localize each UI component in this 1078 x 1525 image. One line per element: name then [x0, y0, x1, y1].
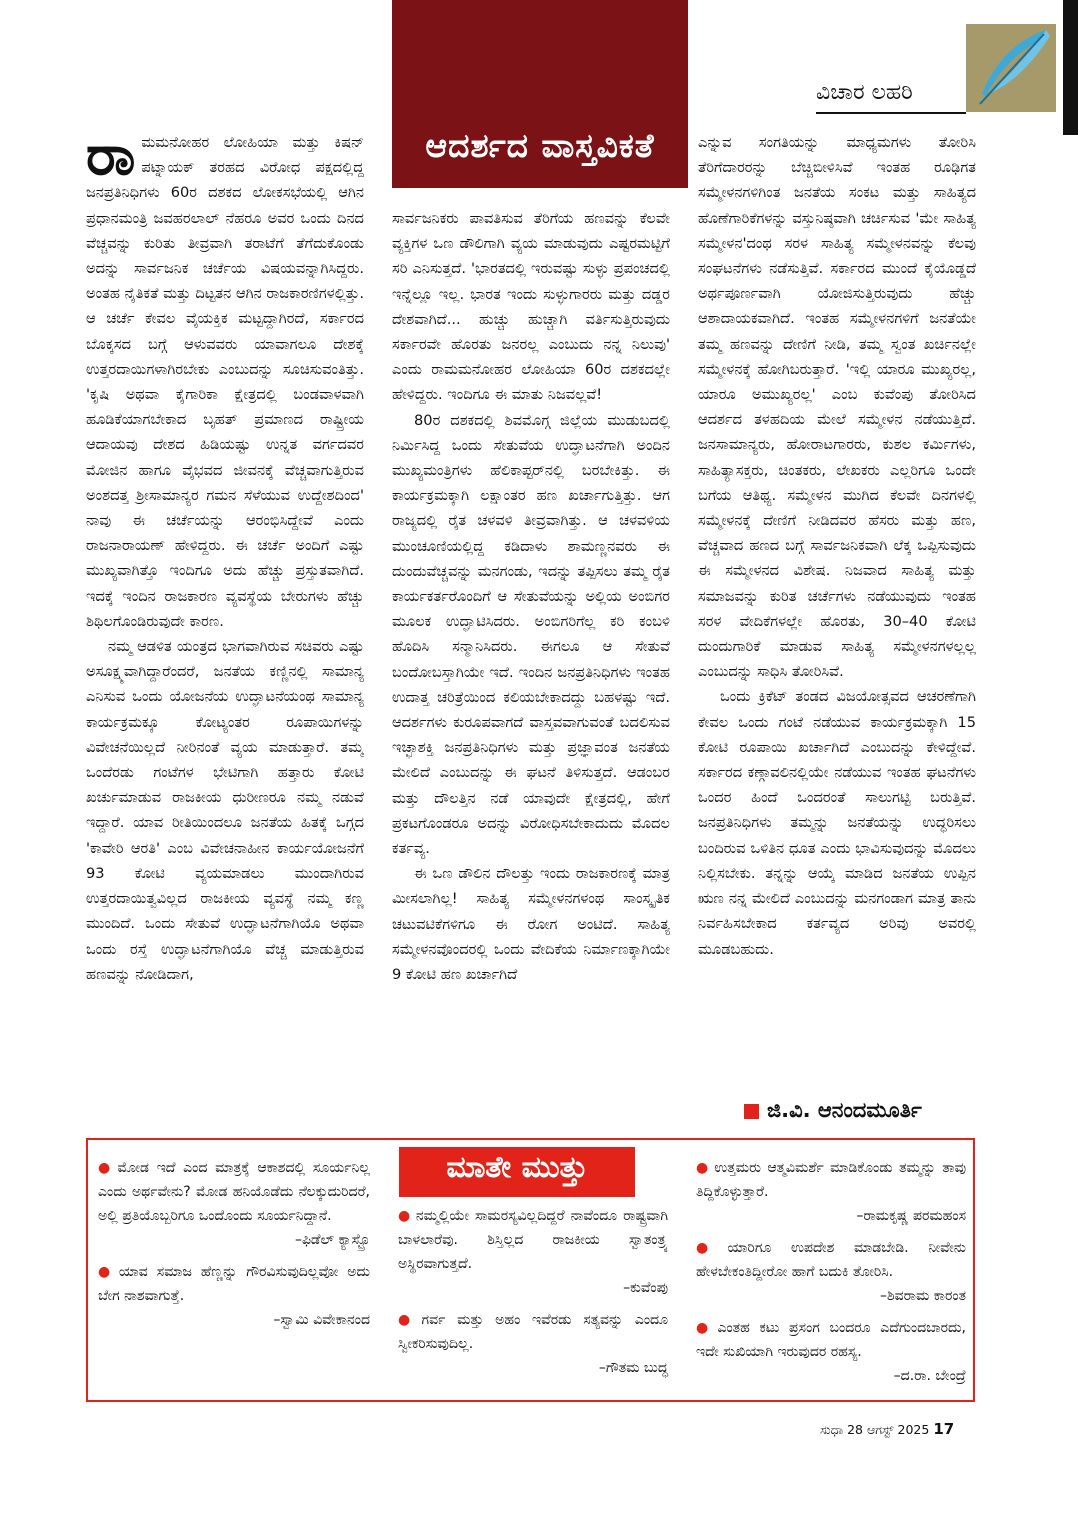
bullet-icon: ●: [696, 1320, 714, 1336]
quote-item: [696, 1316, 966, 1388]
paragraph: 80ರ ದಶಕದಲ್ಲಿ ಶಿವಮೊಗ್ಗ ಜಿಲ್ಲೆಯ ಮುಡುಬದಲ್ಲಿ ನಿರ್ಮಿಸಿದ್ದ ಒಂದು ಸೇತುವೆಯ ಉದ್ಘಾಟನೆಗಾಗಿ ಅಂದಿನ ಮುಖ್ಯಮಂತ್ರಿಗಳು ಹೆಲಿಕಾಪ್ಟರ್‌ನಲ್ಲಿ ಬರಬೇಕಿತ್ತು. ಈ ಕಾರ್ಯಕ್ರಮಕ್ಕಾಗಿ ಲಕ್ಷಾಂತರ ಹಣ ಖರ್ಚಾಗುತ್ತಿತ್ತು. ಆಗ ರಾಜ್ಯದಲ್ಲಿ ರೈತ ಚಳವಳಿ ತೀವ್ರವಾಗಿತ್ತು. ಆ ಚಳವಳಿಯ ಮುಂಚೂಣಿಯಲ್ಲಿದ್ದ ಕಡಿದಾಳು ಶಾಮಣ್ಣನವರು ಈ ದುಂದುವೆಚ್ಚವನ್ನು ಮನಗಂಡು, ಇದನ್ನು ತಪ್ಪಿಸಲು ತಮ್ಮ ರೈತ ಕಾರ್ಯಕರ್ತರೊಂದಿಗೆ ಆ ಸೇತುವೆಯನ್ನು ಅಲ್ಲಿಯ ಅಂಬಿಗರ ಮೂಲಕ ಉದ್ಘಾಟಿಸಿದರು. ಅಂಬಿಗರಿಗೆಲ್ಲ ಕರಿ ಕಂಬಳಿ ಹೊದಿಸಿ ಸನ್ಮಾನಿಸಿದರು. ಈಗಲೂ ಆ ಸೇತುವೆ ಬಂದೋಬಸ್ತಾಗಿಯೇ ಇದೆ. ಇಂದಿನ ಜನಪ್ರತಿನಿಧಿಗಳು ಇಂತಹ ಉದಾತ್ತ ಚರಿತ್ರೆಯಿಂದ ಕಲಿಯಬೇಕಾದದ್ದು ಬಹಳಷ್ಟು ಇದೆ. ಆದರ್ಶಗಳು ಕುರೂಪವಾಗದೆ ವಾಸ್ತವವಾಗುವಂತೆ ಬದಲಿಸುವ ಇಚ್ಛಾಶಕ್ತಿ ಜನಪ್ರತಿನಿಧಿಗಳು ಮತ್ತು ಪ್ರಜ್ಞಾವಂತ ಜನತೆಯ ಮೇಲಿದೆ ಎಂಬುದನ್ನು ಈ ಘಟನೆ ತಿಳಿಸುತ್ತದೆ. ಆಡಂಬರ ಮತ್ತು ದೌಲತ್ತಿನ ನಡೆ ಯಾವುದೇ ಕ್ಷೇತ್ರದಲ್ಲಿ, ಹೇಗೆ ಪ್ರಕಟಗೊಂಡರೂ ಅದನ್ನು ವಿರೋಧಿಸಬೇಕಾದುದು ಮೊದಲ ಕರ್ತವ್ಯ.: [392, 411, 670, 858]
bullet-icon: ●: [398, 1312, 418, 1328]
quote-source: –ಶಿವರಾಮ ಕಾರಂತ: [879, 1288, 966, 1304]
article-title: ಆದರ್ಶದ ವಾಸ್ತವಿಕತೆ: [425, 126, 655, 165]
quote-source: –ಗೌತಮ ಬುದ್ಧ: [598, 1360, 668, 1376]
quote-source: –ರಾಮಕೃಷ್ಣ ಪರಮಹಂಸ: [856, 1208, 966, 1224]
bullet-icon: ●: [696, 1240, 724, 1256]
quote-item: [98, 1260, 370, 1332]
paragraph: ಒಂದು ಕ್ರಿಕೆಟ್ ತಂಡದ ವಿಜಯೋತ್ಸವದ ಆಚರಣೆಗಾಗಿ ಕೇವಲ ಒಂದು ಗಂಟೆ ನಡೆಯುವ ಕಾರ್ಯಕ್ರಮಕ್ಕಾಗಿ 15 ಕೋಟಿ ರೂಪಾಯಿ ಖರ್ಚಾಗಿದೆ ಎಂಬುದನ್ನು ಕೇಳಿದ್ದೇವೆ. ಸರ್ಕಾರದ ಕಣ್ಗಾವಲಿನಲ್ಲಿಯೇ ನಡೆಯುವ ಇಂತಹ ಘಟನೆಗಳು ಒಂದರ ಹಿಂದೆ ಒಂದರಂತೆ ಸಾಲುಗಟ್ಟಿ ಬರುತ್ತಿವೆ. ಜನಪ್ರತಿನಿಧಿಗಳು ತಮ್ಮನ್ನು ಜನತೆಯನ್ನು ಉದ್ಧರಿಸಲು ಬಂದಿರುವ ಒಳಿತಿನ ಧೂತ ಎಂದು ಭಾವಿಸುವುದನ್ನು ಮೊದಲು ನಿಲ್ಲಿಸಬೇಕು. ತನ್ನನ್ನು ಆಯ್ಕೆ ಮಾಡಿದ ಜನತೆಯ ಉಪ್ಪಿನ ಋಣ ನನ್ನ ಮೇಲಿದೆ ಎಂಬುದನ್ನು ಮನಗಂಡಾಗ ಮಾತ್ರ ತಾನು ನಿರ್ವಹಿಸಬೇಕಾದ ಕರ್ತವ್ಯದ ಅರಿವು ಅವರಲ್ಲಿ ಮೂಡಬಹುದು.: [698, 688, 976, 958]
quote-item: [696, 1156, 966, 1228]
quote-item: [696, 1236, 966, 1308]
quotes-column-3: [696, 1156, 966, 1396]
quote-text: ಯಾರಿಗೂ ಉಪದೇಶ ಮಾಡಬೇಡಿ. ನೀವೇನು ಹೇಳಬೇಕಂತಿದ್ದೀರೋ ಹಾಗೆ ಬದುಕಿ ತೋರಿಸಿ.: [696, 1240, 966, 1280]
quotes-column-2: [398, 1204, 668, 1388]
paragraph: ಎನ್ನುವ ಸಂಗತಿಯನ್ನು ಮಾಧ್ಯಮಗಳು ತೋರಿಸಿ ತೆರಿಗೆದಾರರನ್ನು ಬೆಚ್ಚಿಬೀಳಿಸಿವೆ ಇಂತಹ ರೂಢಿಗತ ಸಮ್ಮೇಳನಗಳಿಗಿಂತ ಜನತೆಯ ಸಂಕಟ ಮತ್ತು ಸಾಹಿತ್ಯದ ಹೊಣೆಗಾರಿಕೆಗಳನ್ನು ವಸ್ತುನಿಷ್ಠವಾಗಿ ಚರ್ಚಿಸುವ 'ಮೇ ಸಾಹಿತ್ಯ ಸಮ್ಮೇಳನ'ದಂಥ ಸರಳ ಸಾಹಿತ್ಯ ಸಮ್ಮೇಳನವನ್ನು ಕೆಲವು ಸಂಘಟನೆಗಳು ನಡೆಸುತ್ತಿವೆ. ಸರ್ಕಾರದ ಮುಂದೆ ಕೈಯೊಡ್ಡದೆ ಅರ್ಥಪೂರ್ಣವಾಗಿ ಯೋಜಿಸುತ್ತಿರುವುದು ಹೆಚ್ಚು ಆಶಾದಾಯಕವಾಗಿದೆ. ಇಂತಹ ಸಮ್ಮೇಳನಗಳಿಗೆ ಜನತೆಯೇ ತಮ್ಮ ಹಣವನ್ನು ದೇಣಿಗೆ ನೀಡಿ, ತಮ್ಮ ಸ್ವಂತ ಖರ್ಚಿನಲ್ಲೇ ಸಮ್ಮೇಳನಕ್ಕೆ ಹೋಗಿಬರುತ್ತಾರೆ. 'ಇಲ್ಲಿ ಯಾರೂ ಮುಖ್ಯರಲ್ಲ, ಯಾರೂ ಅಮುಖ್ಯರಲ್ಲ' ಎಂಬ ಕುವೆಂಪು ತೋರಿಸಿದ ಆದರ್ಶದ ತಳಹದಿಯ ಮೇಲೆ ಸಮ್ಮೇಳನ ನಡೆಯುತ್ತಿದೆ. ಜನಸಾಮಾನ್ಯರು, ಹೋರಾಟಗಾರರು, ಕುಶಲ ಕರ್ಮಿಗಳು, ಸಾಹಿತ್ಯಾಸಕ್ತರು, ಚಿಂತಕರು, ಲೇಖಕರು ಎಲ್ಲರಿಗೂ ಒಂದೇ ಬಗೆಯ ಆತಿಥ್ಯ. ಸಮ್ಮೇಳನ ಮುಗಿದ ಕೆಲವೇ ದಿನಗಳಲ್ಲಿ ಸಮ್ಮೇಳನಕ್ಕೆ ದೇಣಿಗೆ ನೀಡಿದವರ ಹೆಸರು ಮತ್ತು ಹಣ, ವೆಚ್ಚವಾದ ಹಣದ ಬಗ್ಗೆ ಸಾರ್ವಜನಿಕವಾಗಿ ಲೆಕ್ಕ ಒಪ್ಪಿಸುವುದು ಈ ಸಮ್ಮೇಳನದ ವಿಶೇಷ. ನಿಜವಾದ ಸಾಹಿತ್ಯ ಮತ್ತು ಸಮಾಜವನ್ನು ಕುರಿತ ಚರ್ಚೆಗಳು ನಡೆಯುವುದು ಇಂತಹ ಸರಳ ವೇದಿಕೆಗಳಲ್ಲೇ ಹೊರತು, 30–40 ಕೋಟಿ ದುಂದುಗಾರಿಕೆ ಮಾಡುವ ಸಾಹಿತ್ಯ ಸಮ್ಮೇಳನಗಳಲ್ಲಲ್ಲ ಎಂಬುದನ್ನು ಸಾಧಿಸಿ ತೋರಿಸಿವೆ.: [698, 134, 976, 681]
section-label: ವಿಚಾರ ಲಹರಿ: [816, 80, 913, 105]
quote-item: [398, 1308, 668, 1380]
quote-source: –ಕುವೆಂಪು: [623, 1280, 668, 1296]
quote-text: ಗರ್ವ ಮತ್ತು ಅಹಂ ಇವೆರಡು ಸತ್ಯವನ್ನು ಎಂದೂ ಸ್ವೀಕರಿಸುವುದಿಲ್ಲ.: [398, 1312, 669, 1352]
paragraph: ಮಮನೋಹರ ಲೋಹಿಯಾ ಮತ್ತು ಕಿಷನ್ ಪಟ್ನಾಯಕ್ ತರಹದ ವಿರೋಧ ಪಕ್ಷದಲ್ಲಿದ್ದ ಜನಪ್ರತಿನಿಧಿಗಳು 60ರ ದಶಕದ ಲೋಕಸಭೆಯಲ್ಲಿ ಆಗಿನ ಪ್ರಧಾನಮಂತ್ರಿ ಜವಹರಲಾಲ್ ನೆಹರೂ ಅವರ ಒಂದು ದಿನದ ವೆಚ್ಚವನ್ನು ಕುರಿತು ತೀವ್ರವಾಗಿ ತರಾಟೆಗೆ ತೆಗೆದುಕೊಂಡು ಅದನ್ನು ಸಾರ್ವಜನಿಕ ಚರ್ಚೆಯ ವಿಷಯವನ್ನಾಗಿಸಿದ್ದರು. ಅಂತಹ ನೈತಿಕತೆ ಮತ್ತು ದಿಟ್ಟತನ ಆಗಿನ ರಾಜಕಾರಣಿಗಳಲ್ಲಿತ್ತು. ಆ ಚರ್ಚೆ ಕೇವಲ ವೈಯಕ್ತಿಕ ಮಟ್ಟದ್ದಾಗಿರದೆ, ಸರ್ಕಾರದ ಬೊಕ್ಕಸದ ಬಗ್ಗೆ ಆಳುವವರು ಯಾವಾಗಲೂ ದೇಶಕ್ಕೆ ಉತ್ತರದಾಯಿಗಳಾಗಿರಬೇಕು ಎಂಬುದನ್ನು ಸೂಚಿಸುವಂತಿತ್ತು. 'ಕೃಷಿ ಅಥವಾ ಕೈಗಾರಿಕಾ ಕ್ಷೇತ್ರದಲ್ಲಿ ಬಂಡವಾಳವಾಗಿ ಹೂಡಿಕೆಯಾಗಬೇಕಾದ ಬೃಹತ್ ಪ್ರಮಾಣದ ರಾಷ್ಟ್ರೀಯ ಆದಾಯವು ದೇಶದ ಹಿಡಿಯಷ್ಟು ಉನ್ನತ ವರ್ಗದವರ ಮೋಜಿನ ಹಾಗೂ ವೈಭವದ ಜೀವನಕ್ಕೆ ವೆಚ್ಚವಾಗುತ್ತಿರುವ ಅಂಶದತ್ತ ಶ್ರೀಸಾಮಾನ್ಯರ ಗಮನ ಸೆಳೆಯುವ ಉದ್ದೇಶದಿಂದ' ನಾವು ಈ ಚರ್ಚೆಯನ್ನು ಆರಂಭಿಸಿದ್ದೇವೆ ಎಂದು ರಾಜನಾರಾಯಣ್ ಹೇಳಿದ್ದರು. ಈ ಚರ್ಚೆ ಅಂದಿಗೆ ಎಷ್ಟು ಮುಖ್ಯವಾಗಿತ್ತೊ ಇಂದಿಗೂ ಅದು ಹೆಚ್ಚು ಪ್ರಸ್ತುತವಾಗಿದೆ. ಇದಕ್ಕೆ ಇಂದಿನ ರಾಜಕಾರಣ ವ್ಯವಸ್ಥೆಯ ಬೇರುಗಳು ಹೆಚ್ಚು ಶಿಥಿಲಗೊಂಡಿರುವುದೇ ಕಾರಣ.: [86, 134, 364, 630]
paragraph: ನಮ್ಮ ಆಡಳಿತ ಯಂತ್ರದ ಭಾಗವಾಗಿರುವ ಸಚಿವರು ಎಷ್ಟು ಅಸೂಕ್ಷ್ಮವಾಗಿದ್ದಾರೆಂದರೆ, ಜನತೆಯ ಕಣ್ಣಿನಲ್ಲಿ ಸಾಮಾನ್ಯ ಎನಿಸುವ ಒಂದು ಯೋಜನೆಯ ಉದ್ಘಾಟನೆಯಂಥ ಸಾಮಾನ್ಯ ಕಾರ್ಯಕ್ರಮಕ್ಕೂ ಕೋಟ್ಯಂತರ ರೂಪಾಯಿಗಳನ್ನು ವಿವೇಚನೆಯಿಲ್ಲದೆ ನೀರಿನಂತೆ ವ್ಯಯ ಮಾಡುತ್ತಾರೆ. ತಮ್ಮ ಒಂದೆರಡು ಗಂಟೆಗಳ ಭೇಟಿಗಾಗಿ ಹತ್ತಾರು ಕೋಟಿ ಖರ್ಚುಮಾಡುವ ರಾಜಕೀಯ ಧುರೀಣರೂ ನಮ್ಮ ನಡುವೆ ಇದ್ದಾರೆ. ಯಾವ ರೀತಿಯಿಂದಲೂ ಜನತೆಯ ಹಿತಕ್ಕೆ ಒಗ್ಗದ 'ಕಾವೇರಿ ಆರತಿ' ಎಂಬ ವಿವೇಚನಾಹೀನ ಕಾರ್ಯಯೋಜನೆಗೆ 93 ಕೋಟಿ ವ್ಯಯಮಾಡಲು ಮುಂದಾಗಿರುವ ಉತ್ತರದಾಯಿತ್ವವಿಲ್ಲದ ರಾಜಕೀಯ ವ್ಯವಸ್ಥೆ ನಮ್ಮ ಕಣ್ಣ ಮುಂದಿದೆ. ಒಂದು ಸೇತುವೆ ಉದ್ಘಾಟನೆಗಾಗಿಯೊ ಅಥವಾ ಒಂದು ರಸ್ತೆ ಉದ್ಘಾಟನೆಗಾಗಿಯೊ ವೆಚ್ಚ ಮಾಡುತ್ತಿರುವ ಹಣವನ್ನು ನೋಡಿದಾಗ,: [86, 638, 364, 983]
author-name: ಜಿ.ವಿ. ಆನಂದಮೂರ್ತಿ: [767, 1098, 922, 1122]
bullet-icon: ●: [398, 1208, 412, 1224]
bullet-icon: ●: [696, 1160, 711, 1176]
feather-icon: [966, 24, 1056, 112]
page-footer: [820, 1420, 954, 1438]
article-column-3: [698, 130, 976, 1090]
publication-info: ಸುಧಾ 28 ಆಗಸ್ಟ್ 2025: [820, 1422, 930, 1437]
quote-text: ಯಾವ ಸಮಾಜ ಹೆಣ್ಣನ್ನು ಗೌರವಿಸುವುದಿಲ್ಲವೋ ಅದು ಬೇಗ ನಾಶವಾಗುತ್ತೆ.: [98, 1264, 370, 1304]
quotes-column-1: [98, 1156, 370, 1340]
bullet-icon: ●: [98, 1264, 115, 1280]
page-number: 17: [933, 1420, 955, 1438]
bullet-icon: ●: [98, 1160, 114, 1176]
edge-strip: [1063, 0, 1078, 135]
quote-text: ಮೋಡ ಇದೆ ಎಂದ ಮಾತ್ರಕ್ಕೆ ಆಕಾಶದಲ್ಲಿ ಸೂರ್ಯನಿಲ್ಲ ಎಂದು ಅರ್ಥವೇನು? ಮೋಡ ಹನಿಯೊಡೆದು ನೆಲಕ್ಕುದುರಿದರೆ, ಅಲ್ಲಿ ಪ್ರತಿಯೊಬ್ಬರಿಗೂ ಒಂದೊಂದು ಸೂರ್ಯನಿದ್ದಾನೆ.: [98, 1160, 370, 1224]
red-square-icon: [744, 1104, 759, 1119]
quote-source: –ಫಿಡೆಲ್ ಕ್ಯಾಸ್ಟ್ರೊ: [294, 1232, 370, 1248]
paragraph: ಸಾರ್ವಜನಿಕರು ಪಾವತಿಸುವ ತೆರಿಗೆಯ ಹಣವನ್ನು ಕೆಲವೇ ವ್ಯಕ್ತಿಗಳ ಒಣ ಡೌಲಿಗಾಗಿ ವ್ಯಯ ಮಾಡುವುದು ಎಷ್ಟರಮಟ್ಟಿಗೆ ಸರಿ ಎನಿಸುತ್ತದೆ. 'ಭಾರತದಲ್ಲಿ ಇರುವಷ್ಟು ಸುಳ್ಳು ಪ್ರಪಂಚದಲ್ಲಿ ಇನ್ನೆಲ್ಲೂ ಇಲ್ಲ. ಭಾರತ ಇಂದು ಸುಳ್ಳುಗಾರರು ಮತ್ತು ದಡ್ಡರ ದೇಶವಾಗಿದೆ... ಹುಚ್ಚು ಹುಚ್ಚಾಗಿ ವರ್ತಿಸುತ್ತಿರುವುದು ಸರ್ಕಾರವೇ ಹೊರತು ಜನರಲ್ಲ ಎಂಬುದು ನನ್ನ ನಿಲುವು' ಎಂದು ರಾಮಮನೋಹರ ಲೋಹಿಯಾ 60ರ ದಶಕದಲ್ಲೇ ಹೇಳಿದ್ದರು. ಇಂದಿಗೂ ಈ ಮಾತು ನಿಜವಲ್ಲವೆ!: [392, 210, 670, 404]
drop-cap: ರಾ: [86, 130, 136, 188]
author-byline: [744, 1098, 922, 1123]
quotes-title: ಮಾತೇ ಮುತ್ತು: [446, 1150, 588, 1185]
paragraph: ಈ ಒಣ ಡೌಲಿನ ದೌಲತ್ತು ಇಂದು ರಾಜಕಾರಣಕ್ಕೆ ಮಾತ್ರ ಮೀಸಲಾಗಿಲ್ಲ! ಸಾಹಿತ್ಯ ಸಮ್ಮೇಳನಗಳಂಥ ಸಾಂಸ್ಕೃತಿಕ ಚಟುವಟಿಕೆಗಳಿಗೂ ಈ ರೋಗ ಅಂಟಿದೆ. ಸಾಹಿತ್ಯ ಸಮ್ಮೇಳನವೊಂದರಲ್ಲಿ ಒಂದು ವೇದಿಕೆಯ ನಿರ್ಮಾಣಕ್ಕಾಗಿಯೇ 9 ಕೋಟಿ ಹಣ ಖರ್ಚಾಗಿದೆ: [392, 865, 670, 984]
quote-text: ಎಂತಹ ಕಟು ಪ್ರಸಂಗ ಬಂದರೂ ಎದೆಗುಂದಬಾರದು, ಇದೇ ಸುಖಿಯಾಗಿ ಇರುವುದರ ರಹಸ್ಯ.: [696, 1320, 967, 1360]
quote-text: ಉತ್ತಮರು ಆತ್ಮವಿಮರ್ಶೆ ಮಾಡಿಕೊಂಡು ತಮ್ಮನ್ನು ತಾವು ತಿದ್ದಿಕೊಳ್ಳುತ್ತಾರೆ.: [696, 1160, 967, 1200]
quote-item: [98, 1156, 370, 1252]
quote-item: [398, 1204, 668, 1300]
quote-text: ನಮ್ಮಲ್ಲಿಯೇ ಸಾಮರಸ್ಯವಿಲ್ಲದಿದ್ದರೆ ನಾವೆಂದೂ ರಾಷ್ಟ್ರವಾಗಿ ಬಾಳಲಾರೆವು. ಶಿಸ್ತಿಲ್ಲದ ರಾಜಕೀಯ ಸ್ವಾತಂತ್ರ್ಯ ಅಸ್ಥಿರವಾಗುತ್ತದೆ.: [398, 1208, 668, 1272]
section-rule: [816, 112, 966, 114]
quote-source: –ದ.ರಾ. ಬೇಂದ್ರೆ: [893, 1368, 966, 1384]
quote-source: –ಸ್ವಾಮಿ ವಿವೇಕಾನಂದ: [273, 1312, 370, 1328]
article-column-2: [392, 206, 670, 1130]
article-column-1: [86, 130, 364, 1130]
